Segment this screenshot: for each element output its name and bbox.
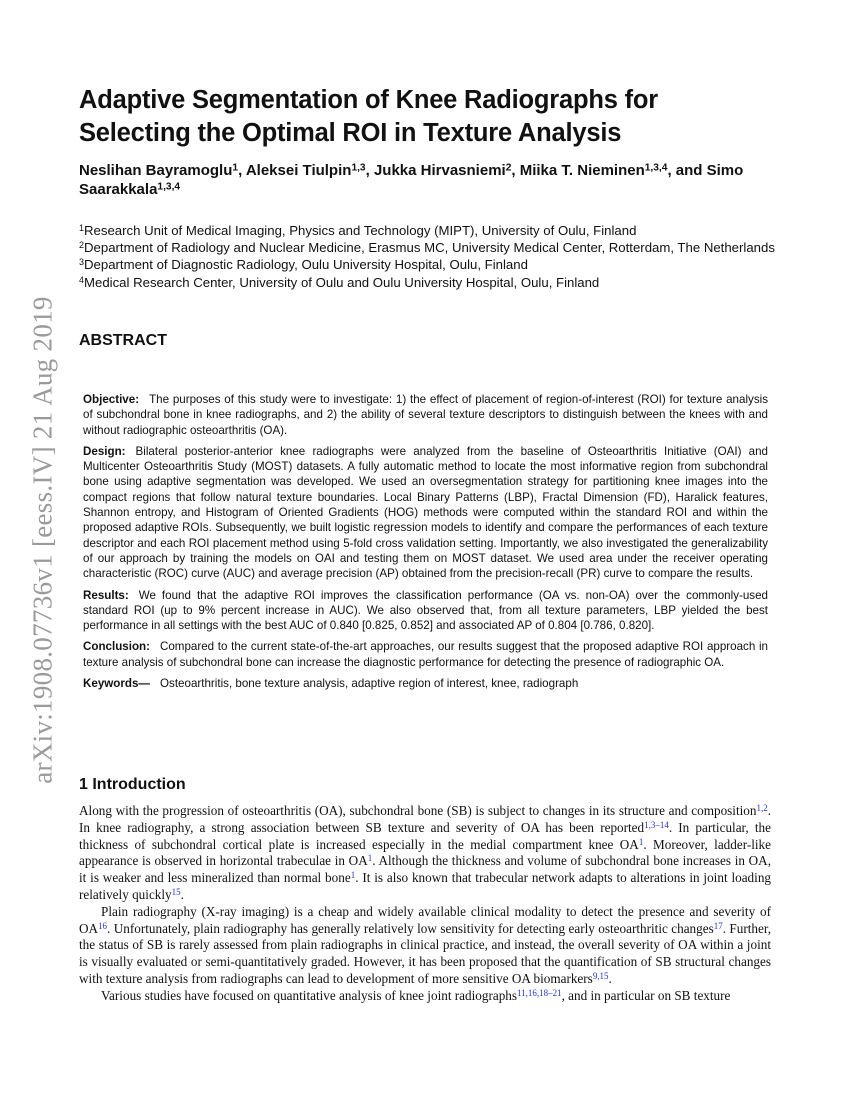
citation-link[interactable]: 1 [638,836,644,847]
paragraph: Along with the progression of osteoarthritis (OA), subchondral bone (SB) is subject to changes in its structure and composition$^{1,2}$. In knee radiography, a strong association between SB texture and severity of OA has been reported$^{1,3-14}$. In particular, the thickness of subchondral cortical plate is increased especially in the medial compartment knee OA$^1$. Moreover, ladder-like appearance is observed in horizontal trabeculae in OA$^1$. Although the thickness and volume of subchondral bone increases in OA, it is weaker and less mineralized than normal bone$^1$. It is also known that trabecular network adapts to alterations in joint loading relatively quickly$^{15}$. [79,803,772,902]
author-affiliation-mark: 2 [505,162,512,174]
author: Miika T. Nieminen$^{1,3,4}$, and [519,162,703,179]
citation-link[interactable]: 9,15 [592,971,609,982]
citation-link[interactable]: 11,16,18–21 [517,988,562,998]
citation-link[interactable]: 1 [350,870,356,881]
citation-link[interactable]: 17 [713,920,723,931]
author: Jukka Hirvasniemi$^2$, [373,162,520,179]
title-line-1: Adaptive Segmentation of Knee Radiographs for [79,86,658,114]
paper-title [79,84,779,150]
abstract-conclusion: Conclusion: Compared to the current state-of-the-art approaches, our results suggest that the proposed adaptive ROI approach in texture analysis of subchondral bone can increase the diagnostic performance for detecting the presence of radiographic OA. [83,640,768,669]
author-affiliation-mark: 1,3,4 [644,162,668,174]
author: Neslihan Bayramoglu$^1$, [79,162,246,179]
affiliation: $^1$Research Unit of Medical Imaging, Physics and Technology (MIPT), University of Oulu, Finland [79,223,637,238]
abstract-objective: Objective: The purposes of this study were to investigate: 1) the effect of placement of region-of-interest (ROI) for texture analysis of subchondral bone in knee radiographs, and 2) the ability of several texture descriptors to distinguish between the knees with and without radiographic osteoarthritis (OA). [83,393,768,437]
affiliation-list [79,222,779,291]
arxiv-stamp: arXiv:1908.07736v1 [eess.IV] 21 Aug 2019 [27,296,58,784]
title-line-2: Selecting the Optimal ROI in Texture Analysis [79,119,622,147]
citation-link[interactable]: 1,2 [756,803,768,814]
author: Aleksei Tiulpin$^{1,3}$, [245,162,374,179]
abstract-heading: ABSTRACT [79,332,167,349]
abstract-design: Design: Bilateral posterior-anterior knee radiographs were analyzed from the baseline of Osteoarthritis Initiative (OAI) and Multicenter Osteoarthritis Study (MOST) datasets. A fully automatic method to locate the most informative region from subchondral bone using adaptive segmentation was developed. We used an oversegmentation strategy for partitioning knee images into the compact regions that follow natural texture boundaries. Local Binary Patterns (LBP), Fractal Dimension (FD), Haralick features, Shannon entropy, and Histogram of Oriented Gradients (HOG) methods were computed within the standard ROI and within the proposed adaptive ROIs. Subsequently, we built logistic regression models to identify and compare the performances of each texture descriptor and each ROI placement method using 5-fold cross validation setting. Importantly, we also investigated the generalizability of our approach by training the models on OAI and testing them on MOST dataset. We used area under the receiver operating characteristic (ROC) curve (AUC) and average precision (AP) obtained from the precision-recall (PR) curve to compare the results. [83,444,768,581]
author-affiliation-mark: 1,3,4 [157,181,181,193]
citation-link[interactable]: 1,3–14 [644,820,669,831]
introduction-body [79,803,771,1005]
abstract-body [83,392,768,697]
citation-link[interactable]: 16 [98,920,108,931]
section-heading-introduction: 1 Introduction [79,776,186,793]
abstract-keywords: Keywords— Osteoarthritis, bone texture analysis, adaptive region of interest, knee, radiograph [83,677,579,691]
author-affiliation-mark: 1,3 [351,162,366,174]
affiliation: $^3$Department of Diagnostic Radiology, Oulu University Hospital, Oulu, Finland [79,257,528,273]
author-list [79,161,779,199]
paragraph: Various studies have focused on quantitative analysis of knee joint radiographs$^{11,16,18-21}$, and in particular on SB texture [101,987,731,1003]
abstract-results: Results: We found that the adaptive ROI improves the classification performance (OA vs. non-OA) over the commonly-used standard ROI (up to 9% percent increase in AUC). We also observed that, from all texture parameters, LBP yielded the best performance in all settings with the best AUC of 0.840 [0.825, 0.852] and associated AP of 0.804 [0.786, 0.820]. [83,588,768,633]
author: Simo Saarakkala$^{1,3,4}$ [79,162,744,198]
citation-link[interactable]: 15 [171,887,181,898]
author-affiliation-mark: 1 [232,162,239,174]
affiliation: $^4$Medical Research Center, University of Oulu and Oulu University Hospital, Oulu, Finland [79,274,600,290]
citation-link[interactable]: 1 [367,853,373,864]
paragraph: Plain radiography (X-ray imaging) is a cheap and widely available clinical modality to detect the presence and severity of OA$^{16}$. Unfortunately, plain radiography has generally relatively low sensitivity for detecting early osteoarthritic changes$^{17}$. Further, the status of SB is rarely assessed from plain radiographs in clinical practice, and instead, the overall severity of OA within a joint is visually evaluated or semi-quantitatively graded. However, it has been proposed that the quantification of SB structural changes with texture analysis from radiographs can lead to development of more sensitive OA biomarkers$^{9,15}$. [79,903,772,986]
affiliation: $^2$Department of Radiology and Nuclear Medicine, Erasmus MC, University Medical Center, Rotterdam, The Netherlands [79,240,775,256]
